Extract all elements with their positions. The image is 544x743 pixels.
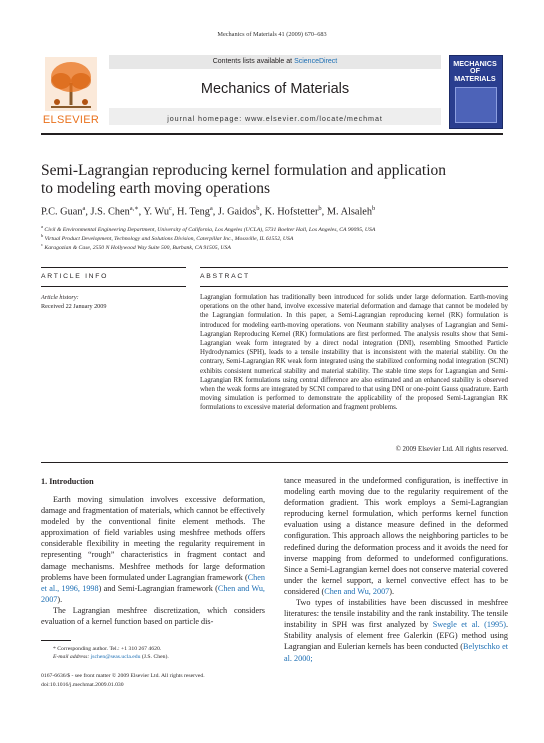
affiliation-text: Civil & Environmental Engineering Department, University of California, Los Angeles (UCLA), 5731 Boelter Hall, Los Angeles, CA 90095, USA xyxy=(44,226,376,233)
affiliation-mark: a xyxy=(41,224,43,229)
author-separator: , xyxy=(171,206,178,218)
cover-image xyxy=(455,87,497,123)
author-affiliation-mark: a,∗ xyxy=(129,205,139,212)
footnote xyxy=(41,645,265,661)
paper-title xyxy=(41,162,503,197)
author-separator: , xyxy=(138,206,144,218)
author-name: M. Alsaleh xyxy=(326,206,373,218)
article-info-rule-bottom xyxy=(41,286,186,287)
author-affiliation-mark: a xyxy=(209,205,213,212)
abstract-rule-bottom xyxy=(41,462,508,463)
contents-bar xyxy=(109,55,441,69)
paragraph-text: ) and Semi-Lagrangian framework ( xyxy=(98,583,218,593)
paragraph-text: Two types of instabilities have been discussed in meshfree literatures: the tensile instability and the rank instability. The tensile instability in SPH was first analyzed by xyxy=(284,598,508,630)
citation-link[interactable]: Chen and Wu, 2007 xyxy=(41,583,265,604)
author-name: J. Gaidos xyxy=(217,206,257,218)
citation-link[interactable]: Swegle et al. (1995) xyxy=(432,620,506,630)
author-affiliation-mark: a xyxy=(82,205,86,212)
author-affiliation-mark: b xyxy=(256,205,260,212)
affiliation-text: Virtual Product Development, Technology and Solutions Division, Caterpillar Inc., Mossville, IL 61552, USA xyxy=(44,235,294,242)
affiliation-c xyxy=(41,242,511,251)
citation-link[interactable]: Chen and Wu, 2007 xyxy=(324,586,390,596)
contents-prefix: Contents lists available at xyxy=(212,58,295,65)
paragraph: The Lagrangian meshfree discretization, which considers evaluation of a kernel function based on particle dis- xyxy=(41,605,265,627)
journal-homepage[interactable]: journal homepage: www.elsevier.com/locate/mechmat xyxy=(167,114,383,123)
paragraph-text: tance measured in the undeformed configuration, is ineffective in modeling earth moving due to the regularity requirement of the deformation gradient. This work employs a Semi-Lagrangian reproducing kernel formulation, which performs kernel function evaluation using a distance measure defined in the deformed configuration. This approach allows the neighboring particles to be redefined during the deformation process and it avoids the need for inverse mapping from deformed to undeformed configurations. Since a Semi-Lagrangian kernel does not conserve material covered under the kernel support, a kernel convective effect has to be considered ( xyxy=(284,476,508,596)
paragraph-text: ). xyxy=(57,594,63,604)
author-name: Y. Wu xyxy=(143,206,169,218)
author-name: J.S. Chen xyxy=(90,206,130,218)
citation-link[interactable]: Chen et al., 1996, 1998 xyxy=(41,572,265,593)
author-name: H. Teng xyxy=(177,206,210,218)
author-list xyxy=(41,204,511,217)
header-divider xyxy=(41,133,503,135)
article-history xyxy=(41,293,191,311)
email-line xyxy=(41,653,265,661)
author-affiliation-mark: b xyxy=(372,205,376,212)
abstract-rule-mid xyxy=(200,286,508,287)
footnote-rule xyxy=(41,640,71,641)
abstract-heading: ABSTRACT xyxy=(200,273,250,280)
doi-line[interactable]: doi:10.1016/j.mechmat.2009.01.030 xyxy=(41,682,124,688)
author-separator: , xyxy=(212,206,218,218)
history-label: Article history: xyxy=(41,294,79,301)
article-info-rule-top xyxy=(41,267,186,268)
copyright: © 2009 Elsevier Ltd. All rights reserved. xyxy=(395,446,508,453)
email-link[interactable]: jschen@seas.ucla.edu xyxy=(90,654,141,660)
email-suffix: (J.S. Chen). xyxy=(140,654,169,660)
affiliation-a xyxy=(41,224,511,233)
paragraph xyxy=(41,494,265,605)
title-line-2: to modeling earth moving operations xyxy=(41,179,271,197)
abstract-text: Lagrangian formulation has traditionally been introduced for solids under large deformation. Earth-moving operations on the other hand, involve excessive material deformation and damage that cannot be modeled by the Lagrangian formulation. In this paper, a Semi-Lagrangian reproducing kernel (RK) formulation is introduced for modeling earth-moving operations. von Neumann stability analyses of Lagrangian and Semi-Lagrangian Reproducing Kernel (RK) formulations are first performed. The analysis results show that Semi-Lagrangian weak form integrated by a direct nodal integration (DNI), resembling Smoothed Particle Hydrodynamics (SPH), leads to a tensile instability that is inconsistent with the material stability. On the contrary, Semi-Lagrangian RK weak form integrated using the stabilized conforming nodal integration (SCNI) exhibits consistent numerical stability and material stability. The stable time steps for Lagrangian and Semi-Lagrangian RK formulations using central difference are also estimated and an enhanced stability is observed when the weak forms are integrated by SCNI compared to that using DNI or one-point Gauss quadrature. Earth moving simulation is performed to demonstrate the applicability of the proposed Semi-Lagrangian RK formulations to excessive material deformation and fragment problems. xyxy=(200,294,508,412)
journal-reference: Mechanics of Materials 41 (2009) 670–683 xyxy=(217,31,327,38)
author-name: P.C. Guan xyxy=(41,206,83,218)
issn-line: 0167-6636/$ - see front matter © 2009 Elsevier Ltd. All rights reserved. xyxy=(41,673,205,679)
affiliation-mark: c xyxy=(41,242,43,247)
author-affiliation-mark: c xyxy=(168,205,172,212)
affiliation-b xyxy=(41,233,511,242)
cover-title: MECHANICS OF MATERIALS xyxy=(453,59,497,83)
paragraph xyxy=(284,475,508,597)
author-name: K. Hofstetter xyxy=(264,206,319,218)
article-info-heading: ARTICLE INFO xyxy=(41,273,109,280)
title-line-1: Semi-Lagrangian reproducing kernel formulation and application xyxy=(41,162,447,179)
paragraph-text: ). xyxy=(389,586,395,596)
author-separator: , xyxy=(85,206,91,218)
author-affiliation-mark: b xyxy=(318,205,322,212)
email-label: E-mail address: xyxy=(53,654,91,660)
paragraph-text: Earth moving simulation involves excessive deformation, damage and fragmentation of materials, which cannot be effectively modeled by the conventional finite element methods. The approximation of field variables using meshfree methods offers considerable flexibility in meeting the regularity requirement in representing “rough” characteristics in fragment contact and damage mechanisms. Meshfree methods for large deformation problems have been formulated under Lagrangian framework ( xyxy=(41,495,265,582)
affiliation-mark: b xyxy=(41,233,44,238)
corresponding-author: * Corresponding author. Tel.: +1 310 267 4620. xyxy=(53,646,162,652)
received-date: Received 22 January 2009 xyxy=(41,303,107,310)
paragraph-text: . Stability analysis of element free Galerkin (EFG) method using Lagrangian and Eulerian kernels has been conducted ( xyxy=(284,620,509,652)
section-heading-introduction: 1. Introduction xyxy=(41,477,94,486)
sciencedirect-link[interactable]: ScienceDirect xyxy=(294,58,338,65)
abstract-rule-top xyxy=(200,267,508,268)
affiliation-text: Karagozian & Case, 2550 N Hollywood Way Suite 500, Burbank, CA 91505, USA xyxy=(44,244,231,251)
citation-link[interactable]: Belytschko et al. 2000; xyxy=(284,642,509,663)
right-column xyxy=(284,475,508,664)
elsevier-wordmark: ELSEVIER xyxy=(42,114,100,126)
journal-title: Mechanics of Materials xyxy=(200,81,350,97)
author-separator: , xyxy=(259,206,265,218)
paragraph xyxy=(284,597,508,664)
author-separator: , xyxy=(321,206,327,218)
left-column xyxy=(41,494,265,627)
